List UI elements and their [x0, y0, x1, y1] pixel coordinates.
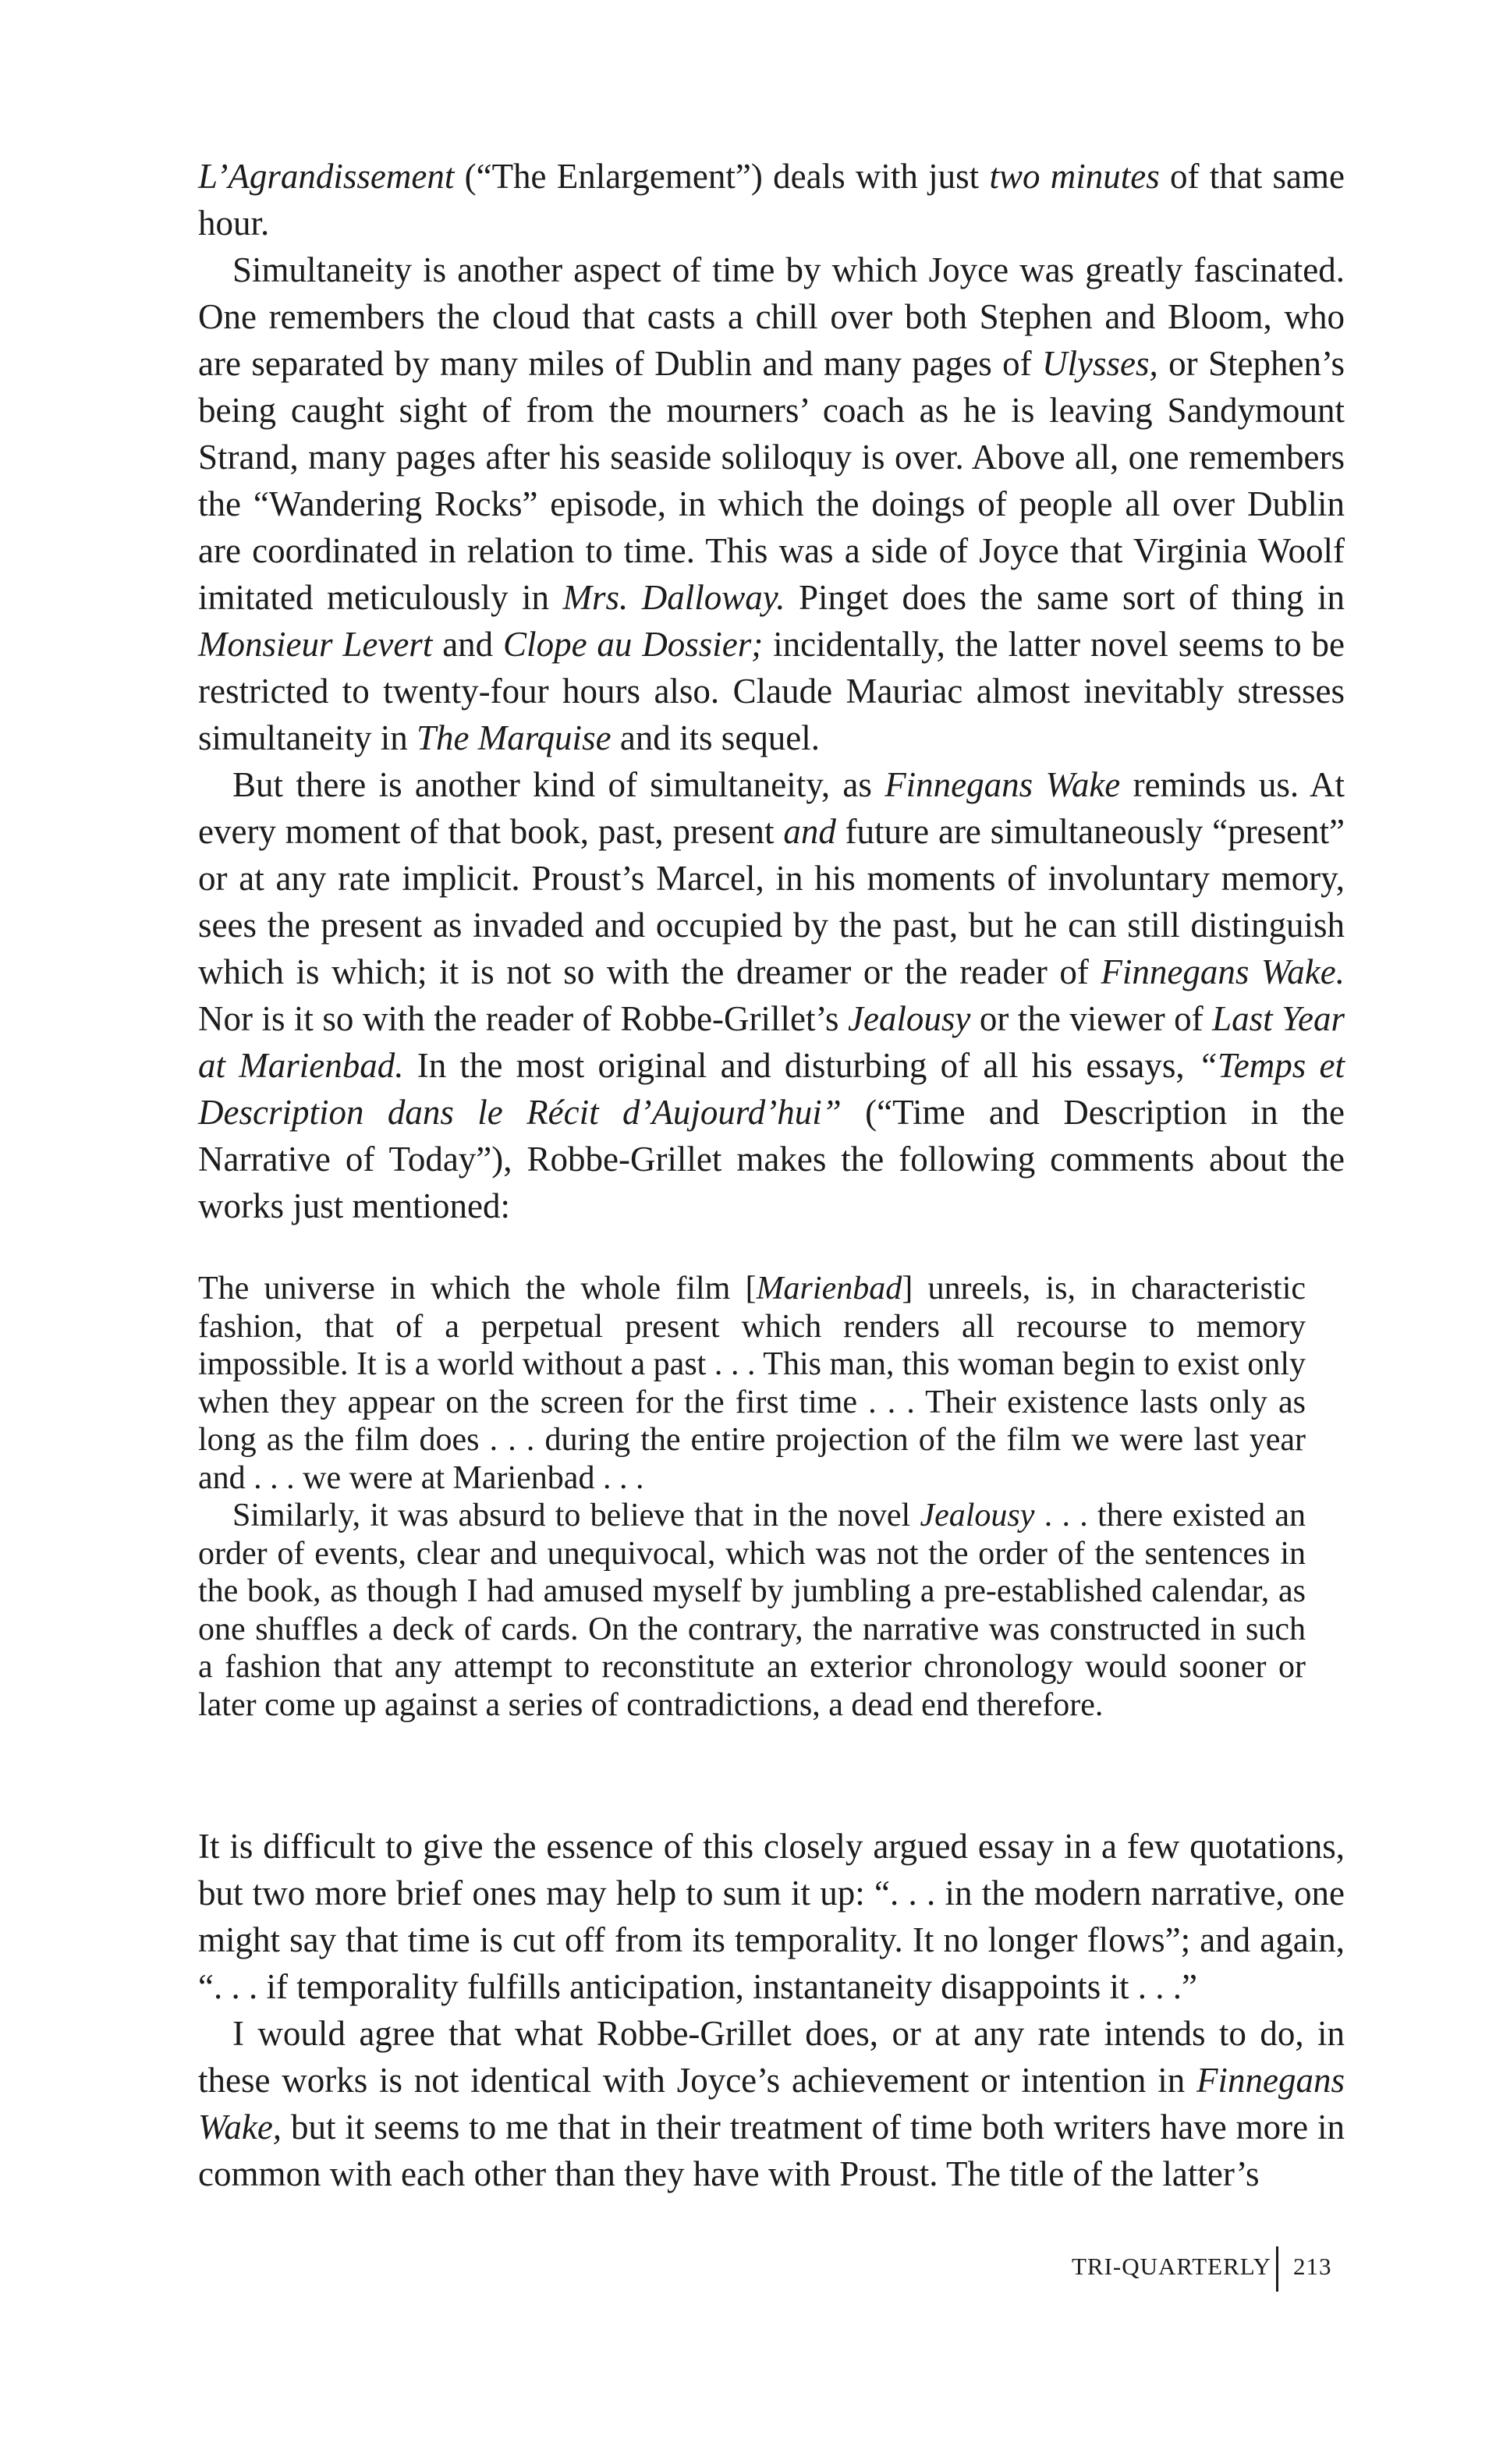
text-run: Pinget does the same sort of thing in — [785, 578, 1345, 617]
page-number: 213 — [1293, 2253, 1332, 2280]
italic-text: two minutes — [989, 157, 1160, 196]
text-run: and — [432, 625, 504, 664]
text-run: or Stephen’s being caught sight of from the mourners’ coach as he is leaving Sandymount Strand, many pages after his seaside soliloquy is over. Above all, one remembers the “Wandering Rocks” episode, in which the doings of people all over Dublin are coordinated in relation to time. This was a side of Joyce that Virginia Woolf imitated meticulously in — [198, 344, 1345, 617]
italic-text: and — [783, 812, 836, 851]
footer-divider — [1276, 2246, 1278, 2292]
italic-text: Monsieur Levert — [198, 625, 433, 664]
italic-text: Jealousy — [920, 1498, 1035, 1533]
quote-paragraph — [198, 1497, 1306, 1724]
text-run: I would agree that what Robbe-Grillet does, or at any rate intends to do, in these works is not identical with Joyce’s achievement or intention in — [198, 2014, 1345, 2100]
text-run: But there is another kind of simultaneity, as — [232, 765, 885, 804]
paragraph — [198, 761, 1345, 1229]
text-run: The universe in which the whole film [ — [198, 1271, 757, 1306]
paragraph — [198, 246, 1345, 761]
italic-text: Ulysses, — [1041, 344, 1158, 383]
italic-text: “Temps et Description dans le Récit d’Aujourd’hui” — [198, 1046, 1345, 1132]
text-run: Simultaneity is another aspect of time by which Joyce was greatly fascinated. One remembers the cloud that casts a chill over both Stephen and Bloom, who are separated by many miles of Dublin and many pages of — [198, 250, 1345, 383]
italic-text: L’Agrandissement — [198, 157, 455, 196]
italic-text: Finnegans Wake. — [1101, 952, 1345, 991]
text-run: In the most original and disturbing of all his essays, — [403, 1046, 1198, 1085]
text-run: and its sequel. — [611, 718, 821, 757]
text-run: . . . there existed an order of events, clear and unequivocal, which was not the order of the sentences in the book, as though I had amused myself by jumbling a pre-established calendar, as one shuffles a deck of cards. On the contrary, the narrative was constructed in such a fashion that any attempt to reconstitute an exterior chronology would sooner or later come up against a series of contradictions, a dead end therefore. — [198, 1498, 1306, 1723]
text-run: Similarly, it was absurd to believe that in the novel — [232, 1498, 920, 1533]
block-quotation — [198, 1270, 1306, 1724]
text-run: reminds us. At every moment of that book, past, present — [198, 765, 1345, 851]
italic-text: Last Year at Marienbad. — [198, 999, 1345, 1085]
italic-text: Marienbad — [756, 1271, 902, 1306]
text-run: ] unreels, is, in characteristic fashion, that of a perpetual present which renders all recourse to memory impossible. It is a world without a past . . . This man, this woman begin to exist only when they appear on the screen for the first time . . . Their existence lasts only as long as the film does . . . during the entire projection of the film we were last year and . . . we were at Marienbad . . . — [198, 1271, 1306, 1496]
page-footer — [920, 2246, 1357, 2293]
italic-text: The Marquise — [416, 718, 612, 757]
text-run: or the viewer of — [970, 999, 1213, 1038]
text-run: (“The Enlargement”) deals with just — [454, 157, 990, 196]
paragraph — [198, 2010, 1345, 2197]
text-run: Nor is it so with the reader of Robbe-Grillet’s — [198, 999, 848, 1038]
italic-text: Clope au Dossier; — [503, 625, 764, 664]
italic-text: Mrs. Dalloway. — [562, 578, 785, 617]
quote-paragraph — [198, 1270, 1306, 1497]
body-section-top — [198, 153, 1345, 1229]
italic-text: Finnegans Wake — [884, 765, 1121, 804]
text-run: (“Time and Description in the Narrative of Today”), Robbe-Grillet makes the following comments about the works just mentioned: — [198, 1093, 1345, 1225]
text-run: It is difficult to give the essence of this closely argued essay in a few quotations, but two more brief ones may help to sum it up: “. . . in the modern narrative, one might say that time is cut off from its temporality. It no longer flows”; and again, “. . . if temporality fulfills anticipation, instantaneity disappoints it . . .” — [198, 1827, 1345, 2006]
text-run: future are simultaneously “present” or at any rate implicit. Proust’s Marcel, in his moments of involuntary memory, sees the present as invaded and occupied by the past, but he can still distinguish which is which; it is not so with the dreamer or the reader of — [198, 812, 1345, 991]
text-run: but it seems to me that in their treatment of time both writers have more in common with each other than they have with Proust. The title of the latter’s — [198, 2108, 1345, 2193]
journal-name: TRI-QUARTERLY — [1071, 2253, 1271, 2280]
paragraph — [198, 153, 1345, 246]
paragraph — [198, 1823, 1345, 2010]
text-run: incidentally, the latter novel seems to be restricted to twenty-four hours also. Claude Mauriac almost inevitably stresses simultaneity in — [198, 625, 1345, 757]
italic-text: Finnegans Wake, — [198, 2061, 1345, 2147]
text-run: of that same hour. — [198, 157, 1345, 243]
body-section-bottom — [198, 1823, 1345, 2197]
italic-text: Jealousy — [847, 999, 971, 1038]
